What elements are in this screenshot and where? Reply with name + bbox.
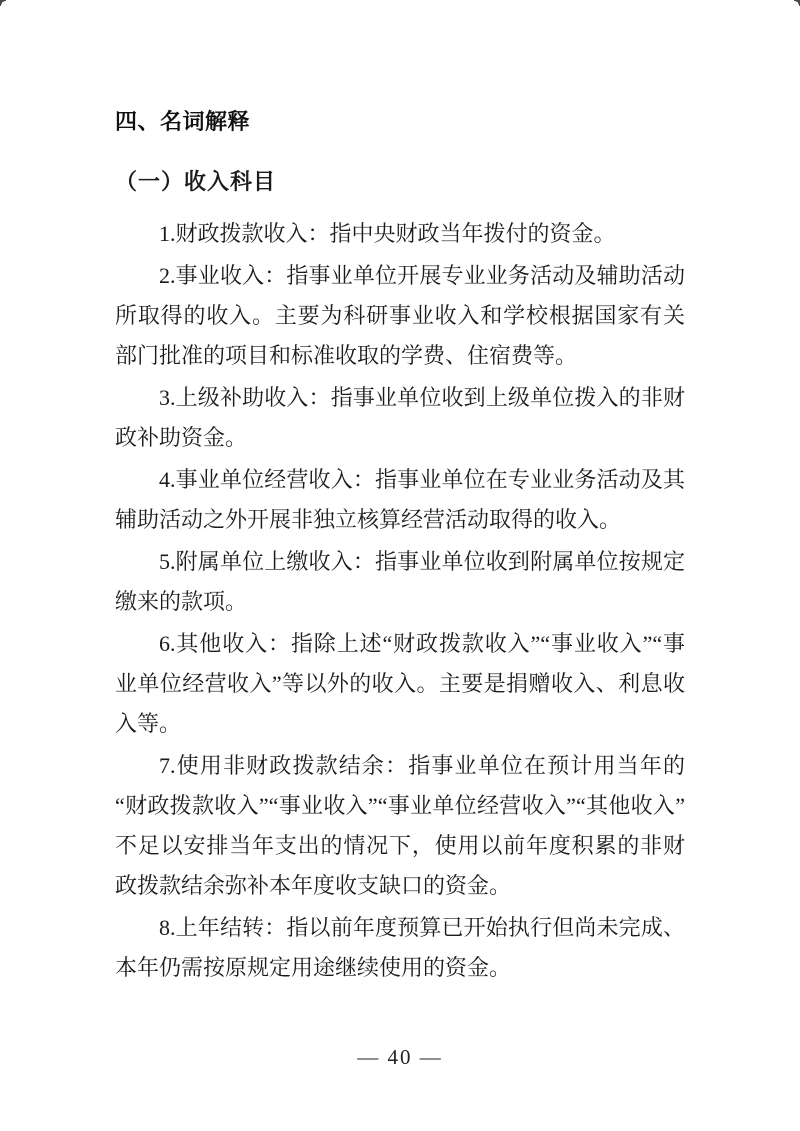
glossary-paragraph: 1.财政拨款收入：指中央财政当年拨付的资金。	[159, 221, 616, 246]
glossary-paragraphs	[115, 214, 685, 988]
rounded-corner-artifact-top-right	[794, 0, 800, 6]
subsection-heading: （一）收入科目	[115, 169, 277, 194]
rounded-corner-artifact-top-left	[0, 0, 6, 6]
section-heading: 四、名词解释	[115, 109, 251, 134]
glossary-paragraph: 2.事业收入：指事业单位开展专业业务活动及辅助活动所取得的收入。主要为科研事业收入和学校根据国家有关部门批准的项目和标准收取的学费、住宿费等。	[115, 263, 685, 368]
glossary-paragraph: 8.上年结转：指以前年度预算已开始执行但尚未完成、本年仍需按原规定用途继续使用的资金。	[115, 915, 685, 980]
glossary-paragraph: 7.使用非财政拨款结余：指事业单位在预计用当年的“财政拨款收入”“事业收入”“事业单位经营收入”“其他收入”不足以安排当年支出的情况下，使用以前年度积累的非财政拨款结余弥补本年度收支缺口的资金。	[115, 753, 685, 898]
glossary-paragraph: 4.事业单位经营收入：指事业单位在专业业务活动及其辅助活动之外开展非独立核算经营活动取得的收入。	[115, 467, 685, 532]
page-number: — 40 —	[357, 1045, 443, 1069]
glossary-paragraph: 3.上级补助收入：指事业单位收到上级单位拨入的非财政补助资金。	[115, 385, 685, 450]
page-content	[115, 102, 685, 990]
glossary-paragraph: 6.其他收入：指除上述“财政拨款收入”“事业收入”“事业单位经营收入”等以外的收入。主要是捐赠收入、利息收入等。	[115, 631, 685, 736]
glossary-paragraph: 5.附属单位上缴收入：指事业单位收到附属单位按规定缴来的款项。	[115, 549, 685, 614]
